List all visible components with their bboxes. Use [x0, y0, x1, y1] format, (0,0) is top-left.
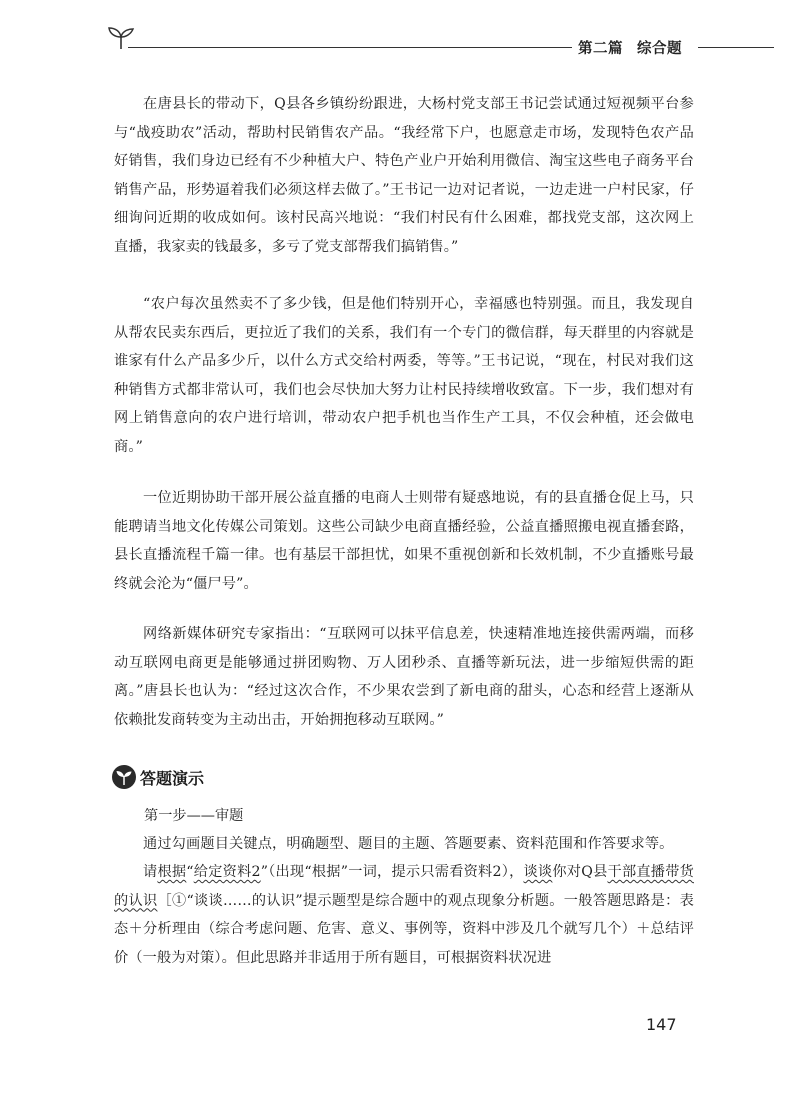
- q-part-g: 你对Q县: [552, 864, 608, 880]
- header-part: 第二篇: [578, 41, 623, 57]
- paragraph-4: 网络新媒体研究专家指出：“互联网可以抹平信息差，快速精准地连接供需两端，而移动互联网电商更是能够通过拼团购物、万人团秒杀、直播等新玩法，进一步缩短供需的距离。”唐县长也认为：“经过这次合作，不少果农尝到了新电商的甜头，心态和经营上逐渐从依赖批发商转变为主动出击，开始拥抱移动互联网。”: [114, 626, 694, 728]
- keyword-material: 给定资料2: [193, 864, 261, 880]
- step-label: 第一步——审题: [144, 808, 244, 824]
- keyword-according: 根据: [157, 864, 187, 880]
- paragraph-3: 一位近期协助干部开展公益直播的电商人士则带有疑惑地说，有的县直播仓促上马，只能聘请当地文化传媒公司策划。这些公司缺少电商直播经验，公益直播照搬电视直播套路，县长直播流程千篇一律。也有基层干部担忧，如果不重视创新和长效机制，不少直播账号最终就会沦为“僵尸号”。: [114, 490, 694, 592]
- paragraph-1: 在唐县长的带动下，Q县各乡镇纷纷跟进，大杨村党支部王书记尝试通过短视频平台参与“战疫助农”活动，帮助村民销售农产品。“我经常下户，也愿意走市场，发现特色农产品好销售，我们身边已经有不少种植大户、特色产业户开始利用微信、淘宝这些电子商务平台销售产品，形势逼着我们必须这样去做了。”王书记一边对记者说，一边走进一户村民家，仔细询问近期的收成如何。该村民高兴地说：“我们村民有什么困难，都找党支部，这次网上直播，我家卖的钱最多，多亏了党支部帮我们搞销售。”: [114, 96, 694, 255]
- paragraph-2: “农户每次虽然卖不了多少钱，但是他们特别开心，幸福感也特别强。而且，我发现自从帮农民卖东西后，更拉近了我们的关系，我们有一个专门的微信群，每天群里的内容就是谁家有什么产品多少斤，以什么方式交给村两委，等等。”王书记说，“现在，村民对我们这种销售方式都非常认可，我们也会尽快加大努力让村民持续增收致富。下一步，我们想对有网上销售意向的农户进行培训，带动农户把手机也当作生产工具，不仅会种植，还会做电商。”: [114, 296, 694, 455]
- intro-paragraph: 通过勾画题目关键点，明确题型、题目的主题、答题要素、资料范围和作答要求等。: [143, 836, 674, 852]
- header-rule-right: [698, 47, 774, 48]
- section-heading: [111, 764, 411, 792]
- q-part-e: ”（出现“根据”一词，提示只需看资料2），: [260, 864, 524, 880]
- question-paragraph: [114, 858, 694, 972]
- q-part-c: “: [186, 864, 194, 880]
- section-title: 答题演示: [140, 769, 205, 788]
- running-header: [578, 37, 696, 59]
- leaf-badge-icon: [111, 764, 137, 790]
- q-part-a: 请: [143, 864, 158, 880]
- header-rule-left: [128, 47, 572, 48]
- keyword-topic: 干部直播带货的认识: [114, 864, 694, 909]
- page-number: 147: [646, 1015, 677, 1034]
- keyword-talk: 谈谈: [523, 864, 553, 880]
- header-section: 综合题: [637, 41, 682, 57]
- q-part-i: ［①“谈谈……的认识”提示题型是综合题中的观点现象分析题。一般答题思路是：表态＋分析理由（综合考虑问题、危害、意义、事例等，资料中涉及几个就写几个）＋总结评价（一般为对策）。但此思路并非适用于所有题目，可根据资料状况进: [114, 892, 694, 966]
